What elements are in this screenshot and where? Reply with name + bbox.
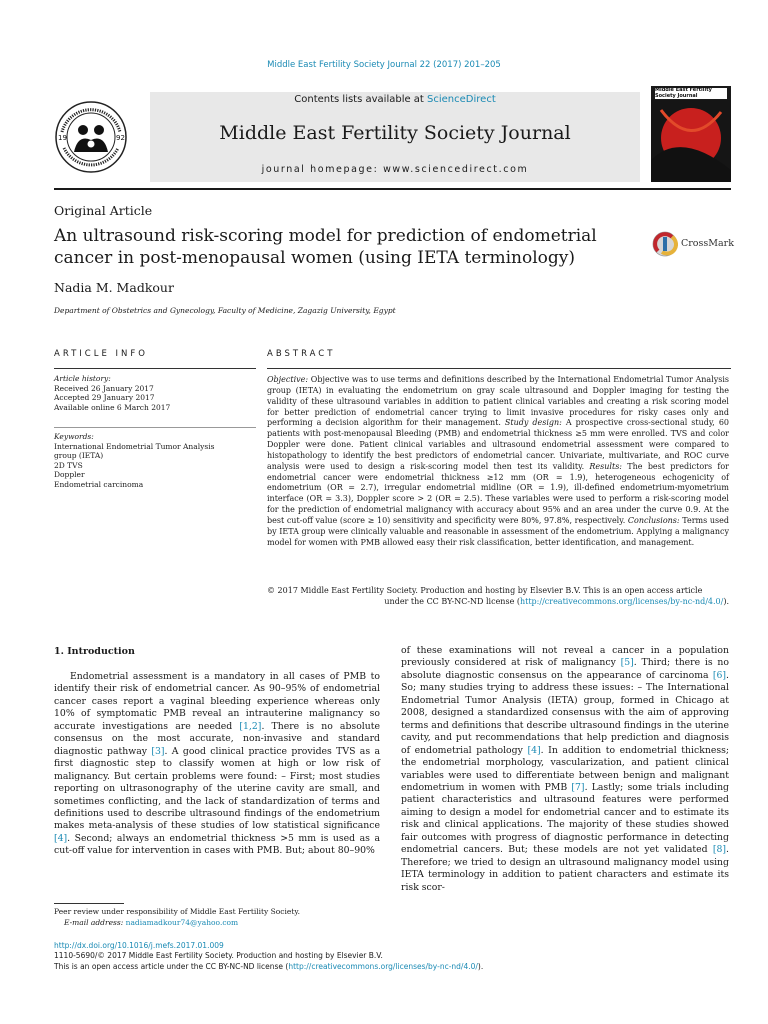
cover-title-line-1: Middle East Fertility: [655, 87, 712, 93]
author-email-link[interactable]: nadiamadkour74@yahoo.com: [125, 917, 239, 927]
body-column-right: [401, 645, 729, 894]
keyword: Doppler: [54, 470, 85, 479]
body-text: of these examinations will not reveal a cancer in a population previously considered at risk of malignancy: [401, 645, 729, 669]
sciencedirect-link[interactable]: ScienceDirect: [427, 94, 496, 105]
open-access-suffix: ).: [477, 961, 484, 971]
results-label: Results:: [589, 461, 622, 471]
logo-year-left: 19: [58, 134, 67, 142]
page-footer: [54, 941, 731, 972]
homepage-url[interactable]: www.sciencedirect.com: [383, 164, 529, 175]
author-name: Nadia M. Madkour: [54, 280, 174, 295]
footnote-rule: [54, 903, 124, 904]
study-design-text: A prospective cross-sectional study, 60 patients with post-menopausal Bleeding (PMB) and endometrial thickness ≥5 mm were enrolled. TVS and color Doppler were done. Patient clinical variables and ultrasound endometrial assessment were compared to histopathology to identify the best predictors of endometrial cancer. Univariate, multivariate, and ROC curve analysis were used to design a risk-scoring model then test its validity.: [267, 418, 729, 471]
email-label: E-mail address:: [64, 917, 126, 927]
cover-title: [655, 88, 727, 99]
keywords-block: [54, 432, 256, 489]
objective-text: Objective was to use terms and definitions described by the International Endometrial Tumor Analysis group (IETA) in evaluating the endometrium on gray scale ultrasound and Doppler imaging for testing the validity of these ultrasound variables in addition to patient clinical variables and creating a risk scoring model for better prediction of endometrial cancer trying to limit invasive procedures for risky cases only and performing a decision algorithm for their management.: [267, 375, 729, 428]
body-column-left: [54, 671, 380, 858]
body-text: . So; many studies trying to address these issues: – The International Endometrial Tumor Analysis (IETA) group, formed in Chicago at 2008, designed a standardized consensus with the aim of approving terms and definitions that describe ultrasound findings in the uterine cavity, and put recommendations that help prediction and diagnosis of endometrial pathology: [401, 669, 729, 756]
license-prefix: under the CC BY-NC-ND license (: [384, 596, 520, 606]
keyword: International Endometrial Tumor Analysis: [54, 441, 215, 451]
peer-review-note: Peer review under responsibility of Middle East Fertility Society.: [54, 907, 300, 916]
journal-reference[interactable]: Middle East Fertility Society Journal 22 (2017) 201–205: [267, 60, 501, 70]
journal-homepage-line: [150, 164, 640, 175]
history-label: Article history:: [54, 374, 111, 383]
body-text: . In addition to endometrial thickness; the endometrial morphology, vascularization, and patient clinical variables were used to differentiate between benign and malignant endometrium in women with PMB: [401, 744, 729, 793]
citation-link[interactable]: [8]: [712, 844, 727, 856]
abstract-rule: [267, 368, 731, 369]
results-text: The best predictors for endometrial cancer were endometrial thickness ≥12 mm (OR = 1.9), heterogeneous echogenicity of endometrium (OR = 2.7), irregular endometrial midline (OR = 1.9), ill-defined endometrium-myometrium interface (OR = 3.3), Doppler score > 2 (OR = 2.5). These variables were used to perform a risk-scoring model for the prediction of endometrial malignancy with accuracy about 95% and an area under the curve 0.9. At the best cut-off value (score ≥ 10) sensitivity and specificity were 80%, 97.8%, respectively.: [267, 461, 729, 525]
citation-link[interactable]: [5]: [620, 657, 634, 669]
crossmark-icon: [652, 229, 678, 259]
copyright-line: © 2017 Middle East Fertility Society. Production and hosting by Elsevier B.V. This is an open access article: [267, 586, 703, 595]
body-text: . A good clinical practice provides TVS as a first diagnostic step to classify women at high or low risk of malignancy. But certain problems were found: – First; most studies reporting on ultrasonography of the uterine cavity are small, and sometimes conflicting, and the lack of standardization of terms and definitions used to describe ultrasound findings of the endometrium makes meta-analysis of these studies of low statistical significance: [54, 745, 380, 832]
article-title: An ultrasound risk-scoring model for prediction of endometrial cancer in post-menopausal women (using IETA terminology): [54, 226, 597, 268]
logo-year-right: 92: [116, 134, 125, 142]
citation-link[interactable]: [6]: [712, 669, 727, 681]
accepted-date: Accepted 29 January 2017: [54, 393, 155, 402]
contents-prefix: Contents lists available at: [294, 94, 428, 105]
study-design-label: Study design:: [504, 418, 562, 428]
objective-label: Objective:: [267, 375, 309, 384]
society-logo: [54, 100, 128, 174]
body-text: . Lastly; some trials including patient characteristics and ultrasound features were performed aiming to design a model for endometrial cancer and to estimate its risk and clinical applications. The majority of these studies showed fair outcomes with progress of diagnostic performance in detecting endometrial cancers. But; these models are not yet validated: [401, 781, 730, 856]
conclusions-label: Conclusions:: [627, 515, 680, 525]
cover-title-line-2: Society Journal: [655, 92, 698, 99]
online-date: Available online 6 March 2017: [54, 402, 171, 412]
article-type: Original Article: [54, 203, 153, 218]
license-suffix: ).: [723, 596, 729, 606]
article-info-heading: ARTICLE INFO: [54, 349, 148, 359]
crossmark-badge[interactable]: [652, 229, 738, 261]
article-info-divider: [54, 427, 256, 428]
journal-title: Middle East Fertility Society Journal: [219, 122, 571, 144]
cover-artwork: [651, 100, 731, 182]
homepage-prefix: journal homepage:: [261, 164, 384, 175]
issn-line: 1110-5690/© 2017 Middle East Fertility Society. Production and hosting by Elsevier B.V.: [54, 951, 383, 961]
keyword: group (IETA): [54, 451, 104, 460]
doi-link[interactable]: http://dx.doi.org/10.1016/j.mefs.2017.01.009: [54, 941, 224, 950]
body-text: . Third; there is no absolute diagnostic consensus on the appearance of carcinoma: [401, 657, 729, 681]
open-access-prefix: This is an open access article under the CC BY-NC-ND license (: [54, 961, 289, 971]
body-text: Endometrial assessment is a mandatory in all cases of PMB to identify their risk of endometrial cancer. As 90–95% of endometrial cancer cases report a vaginal bleeding experience whereas only 10% of symptomatic PMB reveal an intrauterine malignancy so accurate investigations are needed: [54, 671, 380, 732]
citation-link[interactable]: [3]: [151, 745, 165, 757]
keyword: 2D TVS: [54, 460, 83, 470]
abstract-heading: ABSTRACT: [267, 349, 336, 359]
license-link[interactable]: http://creativecommons.org/licenses/by-nc-nd/4.0/: [519, 596, 724, 606]
abstract-text: [267, 375, 729, 549]
citation-link[interactable]: [7]: [571, 781, 585, 793]
article-info-rule: [54, 368, 256, 369]
keywords-label: Keywords:: [54, 432, 94, 441]
abstract-license: [267, 586, 729, 608]
article-history: [54, 374, 256, 412]
citation-link[interactable]: [1,2]: [239, 720, 262, 732]
journal-cover-image: [651, 86, 731, 182]
received-date: Received 26 January 2017: [54, 383, 154, 393]
citation-link[interactable]: [4]: [527, 744, 541, 756]
crossmark-label: CrossMark: [681, 238, 734, 249]
header-divider: [54, 188, 731, 190]
introduction-heading: 1. Introduction: [54, 646, 135, 657]
footer-license-link[interactable]: http://creativecommons.org/licenses/by-nc-nd/4.0/: [288, 961, 478, 971]
footnote: [54, 907, 380, 928]
body-text: . Second; always an endometrial thickness >5 mm is used as a cut-off value for intervention in cases with PMB. But; about 80–90%: [54, 832, 380, 857]
conclusions-text: Terms used by IETA group were clinically valuable and reasonable in assessment of the endometrium. Applying a malignancy model for women with PMB allowed easy their risk classification, better identification, and management.: [267, 515, 729, 547]
body-text: . There is no absolute consensus on the most accurate, non-invasive and standard diagnostic pathway: [54, 720, 380, 757]
citation-link[interactable]: [4]: [54, 832, 68, 844]
body-text: . Therefore; we tried to design an ultrasound malignancy model using IETA terminology in addition to patient characters and estimate its risk scor-: [401, 844, 729, 893]
author-affiliation: Department of Obstetrics and Gynecology, Faculty of Medicine, Zagazig University, Egypt: [54, 306, 396, 315]
contents-line: [150, 94, 640, 105]
keyword: Endometrial carcinoma: [54, 479, 144, 489]
